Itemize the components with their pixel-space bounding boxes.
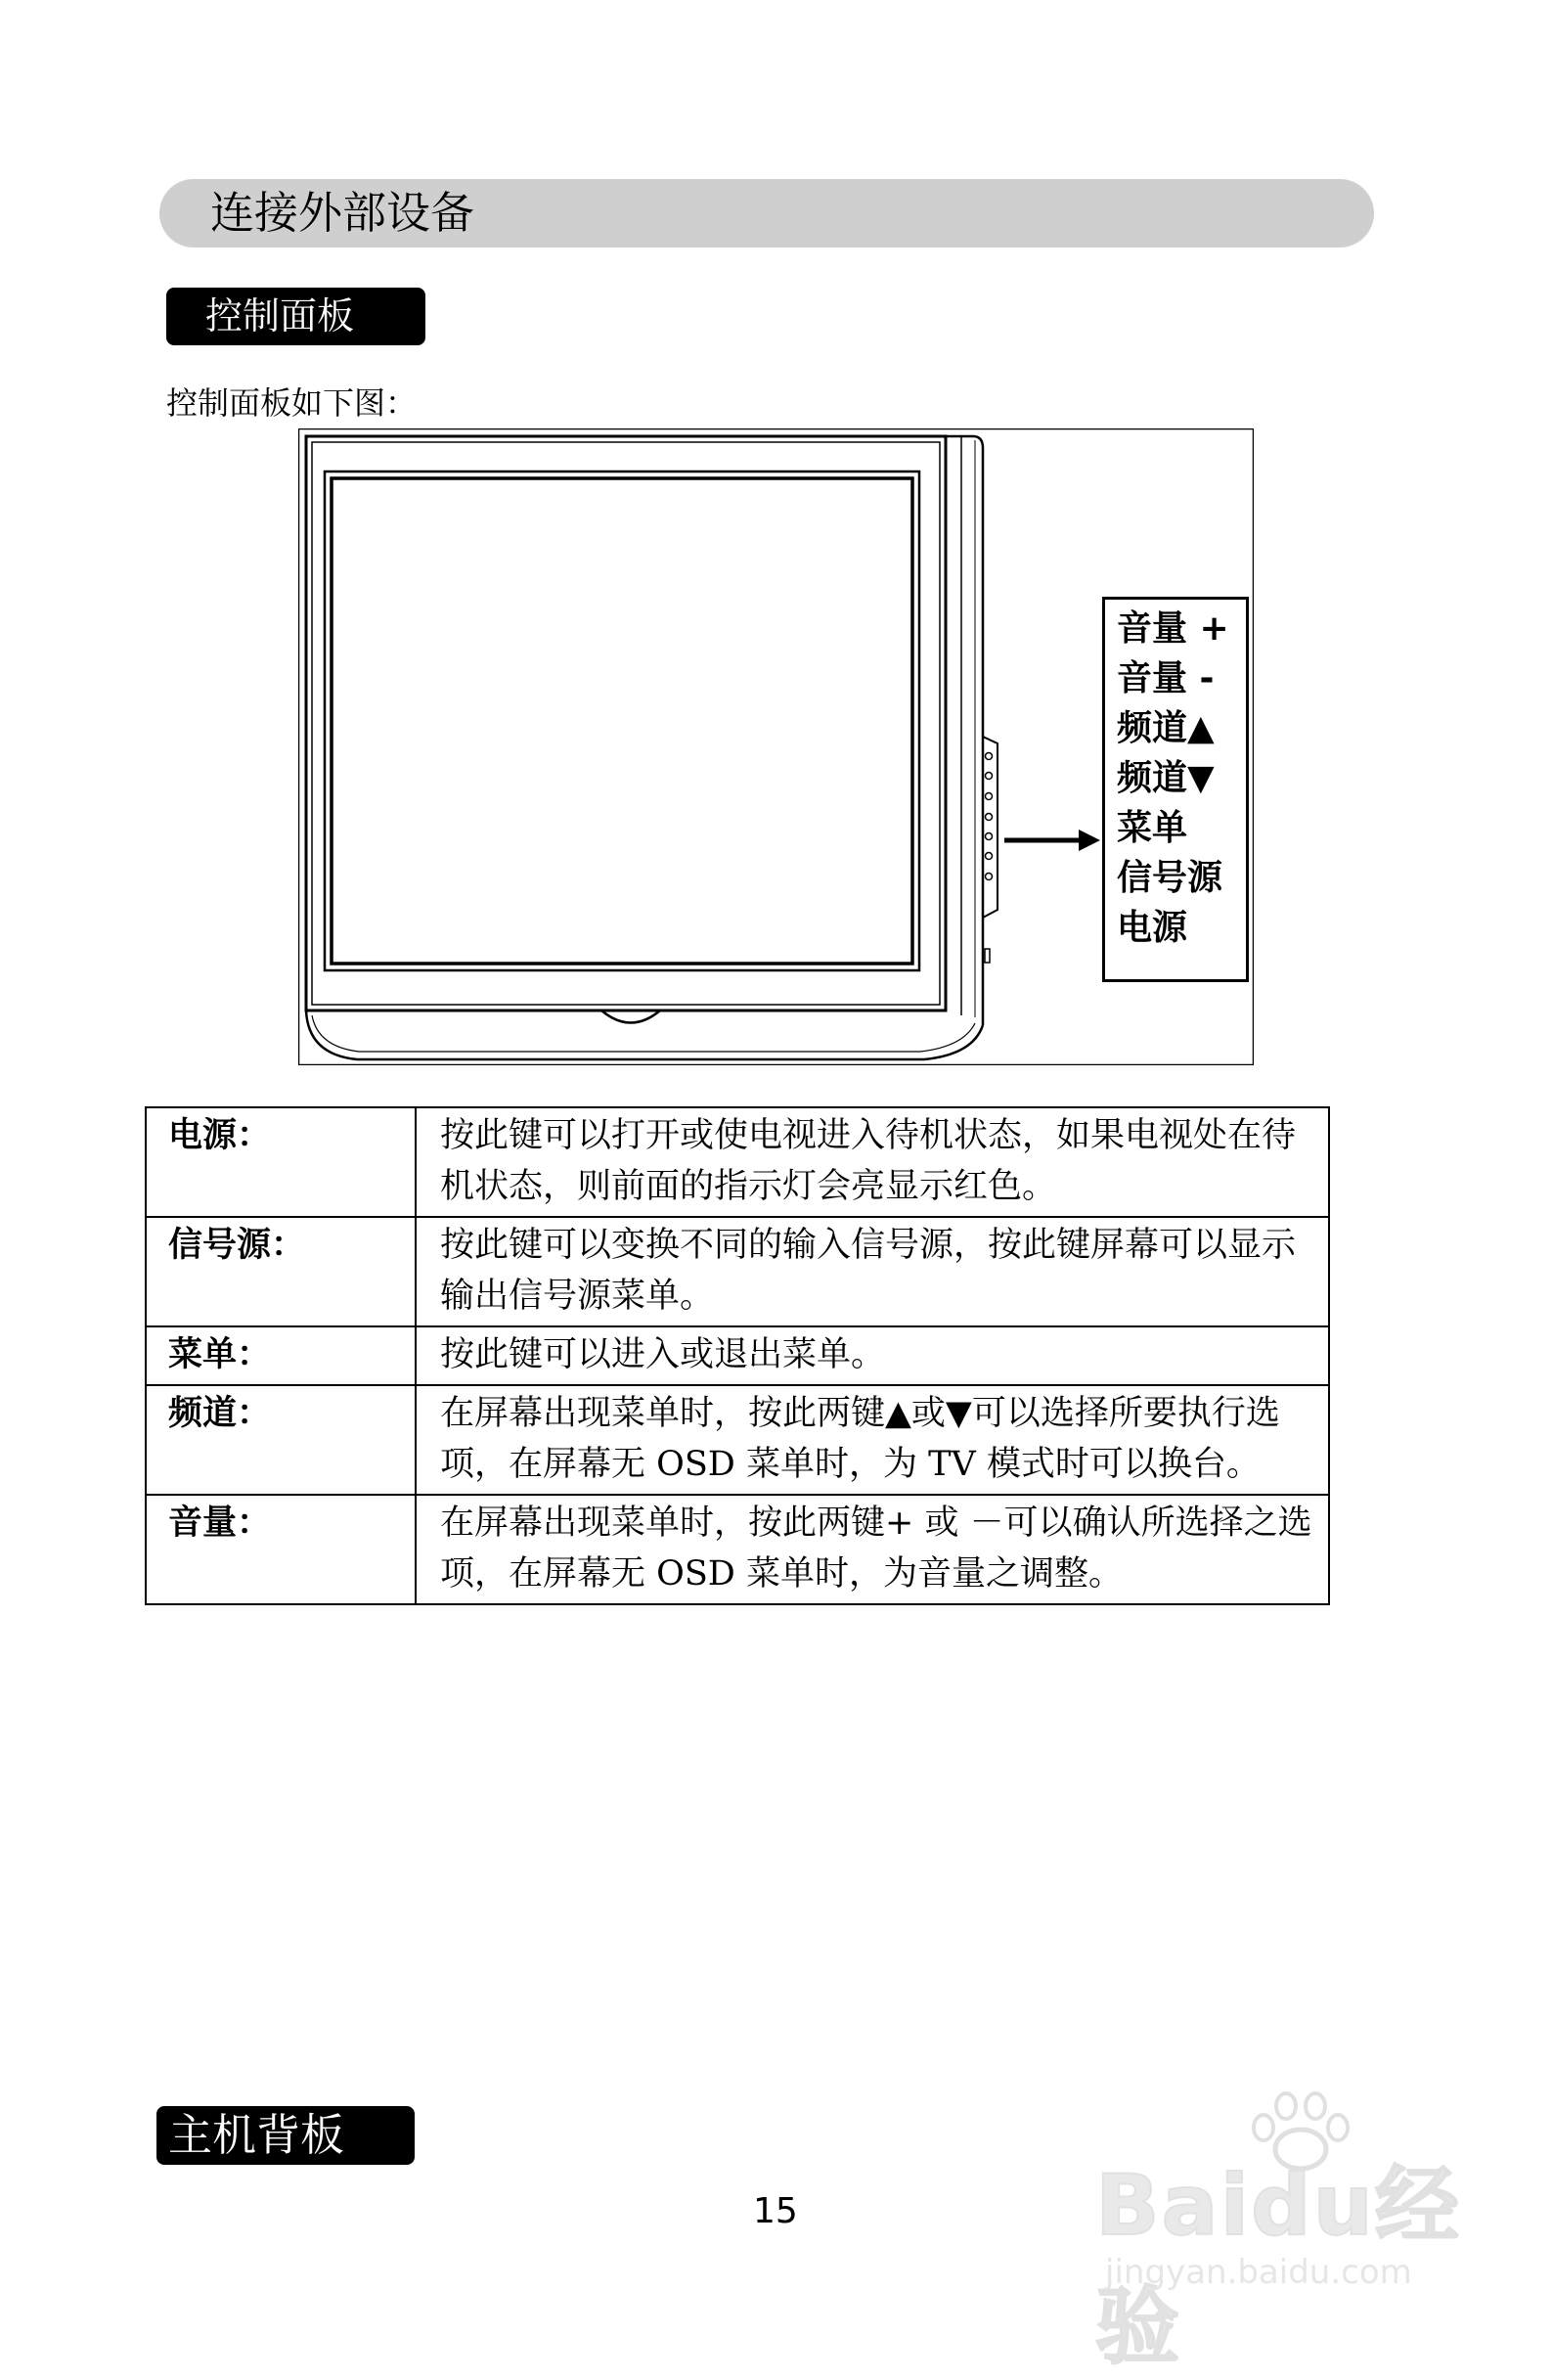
watermark-url: jingyan.baidu.com xyxy=(1105,2253,1412,2292)
rear-panel-label xyxy=(156,2106,415,2165)
table-key: 音量： xyxy=(146,1495,416,1604)
button-label-channel-down: 频道▼ xyxy=(1117,758,1215,798)
table-key: 菜单： xyxy=(146,1326,416,1385)
table-desc: 按此键可以打开或使电视进入待机状态，如果电视处在待机状态，则前面的指示灯会亮显示红色。 xyxy=(416,1107,1329,1217)
table-desc: 在屏幕出现菜单时，按此两键+ 或 －可以确认所选择之选项，在屏幕无 OSD 菜单时，为音量之调整。 xyxy=(416,1495,1329,1604)
button-legend-box xyxy=(1102,597,1249,982)
watermark-logo-text: Baidu经验 xyxy=(1095,2157,1461,2376)
table-desc: 按此键可以进入或退出菜单。 xyxy=(416,1326,1329,1385)
section-title: 连接外部设备 xyxy=(210,187,475,239)
page-number: 15 xyxy=(753,2191,798,2231)
button-label-channel-up: 频道▲ xyxy=(1117,708,1215,748)
table-row xyxy=(146,1385,1329,1495)
baidu-watermark xyxy=(1095,2098,1486,2376)
section-header-bar xyxy=(159,179,1374,247)
control-panel-label xyxy=(166,288,425,345)
button-label-menu: 菜单 xyxy=(1117,808,1188,848)
table-desc: 在屏幕出现菜单时，按此两键▲或▼可以选择所要执行选项，在屏幕无 OSD 菜单时，为 TV 模式时可以换台。 xyxy=(416,1385,1329,1495)
button-label-source: 信号源 xyxy=(1117,858,1223,898)
table-row xyxy=(146,1495,1329,1604)
intro-text: 控制面板如下图： xyxy=(166,384,418,422)
control-panel-label-text: 控制面板 xyxy=(205,294,355,337)
table-desc: 按此键可以变换不同的输入信号源，按此键屏幕可以显示输出信号源菜单。 xyxy=(416,1217,1329,1326)
table-row xyxy=(146,1217,1329,1326)
button-label-volume-down: 音量 - xyxy=(1117,658,1215,698)
rear-panel-label-text: 主机背板 xyxy=(168,2109,345,2161)
table-key: 频道： xyxy=(146,1385,416,1495)
table-key: 电源： xyxy=(146,1107,416,1217)
button-description-table xyxy=(145,1106,1330,1605)
button-label-power: 电源 xyxy=(1117,908,1188,948)
button-label-volume-up: 音量 + xyxy=(1117,608,1229,649)
table-row xyxy=(146,1326,1329,1385)
table-row xyxy=(146,1107,1329,1217)
table-key: 信号源： xyxy=(146,1217,416,1326)
